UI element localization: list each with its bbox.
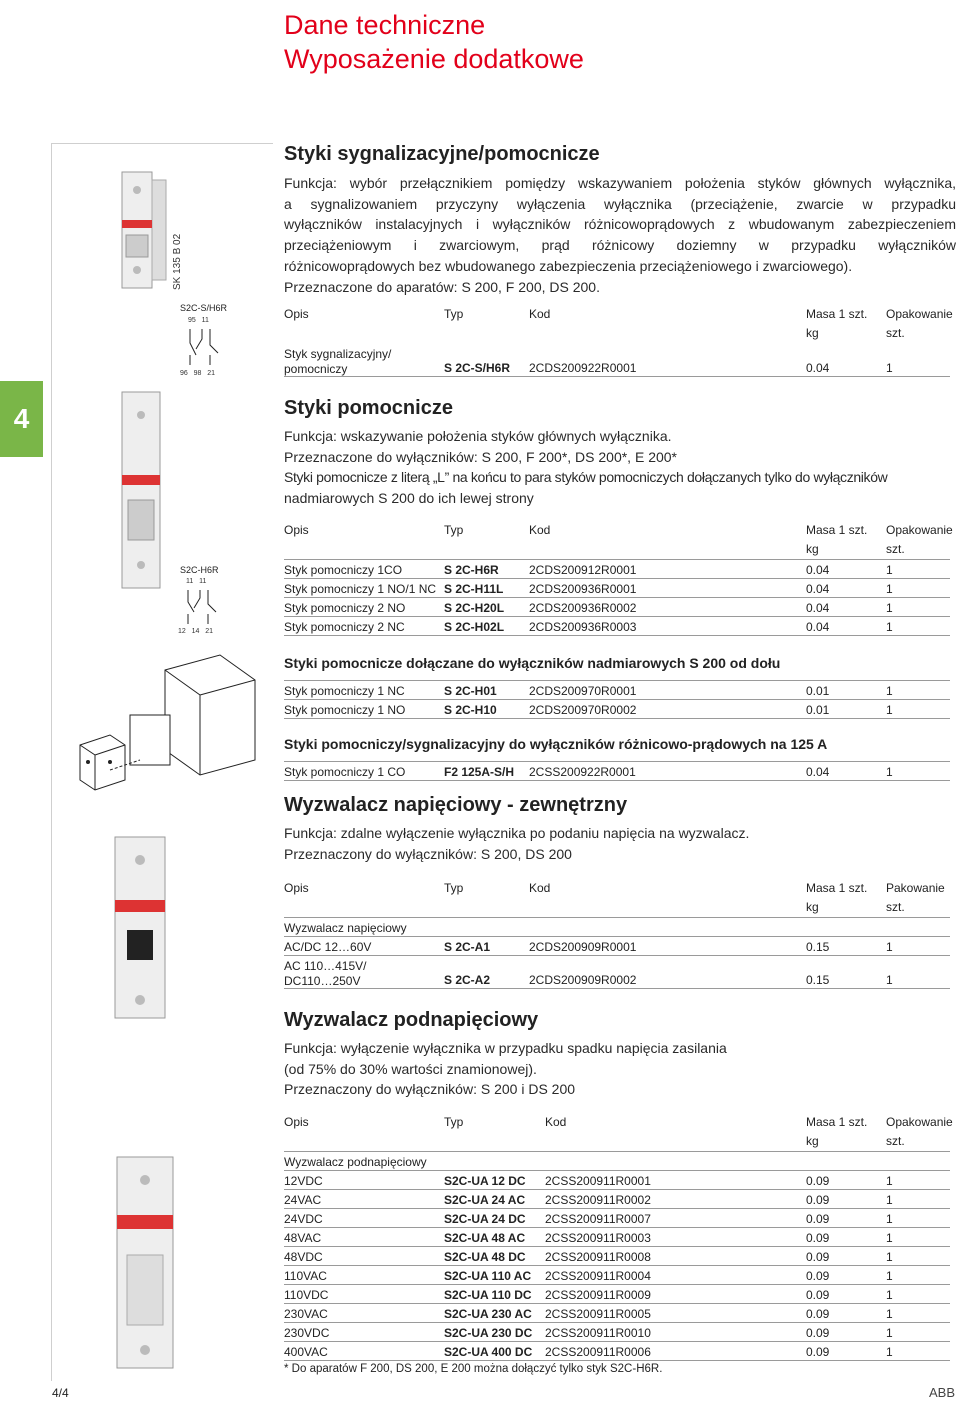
cell-kod: 2CSS200911R0008	[545, 1250, 651, 1264]
col-pack-unit: szt.	[886, 1134, 905, 1148]
s6-line: (od 75% do 30% wartości znamionowej).	[284, 1060, 537, 1077]
col-typ: Typ	[444, 523, 464, 537]
cell-kod: 2CDS200936R0003	[529, 620, 637, 634]
cell-kod: 2CDS200936R0002	[529, 601, 637, 615]
cell-szt: 1	[886, 1269, 893, 1283]
cell-kod: 2CSS200922R0001	[529, 765, 636, 779]
table-row	[284, 762, 950, 781]
cell-typ: S2C-UA 24 AC	[444, 1193, 526, 1207]
cell-szt: 1	[886, 1345, 893, 1359]
col-kod: Kod	[529, 523, 551, 537]
cell-typ: S 2C-A2	[444, 973, 491, 987]
col-masa-unit: kg	[806, 900, 819, 914]
cell-masa: 0.15	[806, 973, 830, 987]
chapter-tab: 4	[0, 381, 43, 457]
section-title-shunt-trip: Wyzwalacz napięciowy - zewnętrzny	[284, 794, 628, 816]
table-row	[284, 617, 950, 636]
table-row	[284, 700, 950, 719]
table-row	[284, 956, 950, 989]
s2-line: Styki pomocnicze z literą „L” na końcu to para styków pomocniczych dołączanych tylko do wyłączników	[284, 469, 888, 486]
cell-szt: 1	[886, 1307, 893, 1321]
cell-typ: S 2C-H20L	[444, 601, 505, 615]
cell-kod: 2CDS200970R0001	[529, 684, 637, 698]
cell-masa: 0.09	[806, 1212, 830, 1226]
col-masa: Masa 1 szt.	[806, 1115, 868, 1129]
cell-group: Wyzwalacz podnapięciowy	[284, 1155, 427, 1169]
cell-opis: 24VDC	[284, 1212, 323, 1226]
cell-kod: 2CSS200911R0004	[545, 1269, 651, 1283]
cell-szt: 1	[886, 1250, 893, 1264]
cell-kod: 2CSS200911R0003	[545, 1231, 651, 1245]
sk-label: SK 135 B 02	[172, 233, 183, 290]
cell-opis: Styk pomocniczy 1 NO	[284, 703, 406, 717]
col-kod: Kod	[529, 307, 551, 321]
col-opis: Opis	[284, 881, 309, 895]
col-typ: Typ	[444, 1115, 464, 1129]
cell-szt: 1	[886, 1326, 893, 1340]
cell-masa: 0.01	[806, 703, 830, 717]
table-header	[284, 306, 953, 344]
col-masa: Masa 1 szt.	[806, 523, 868, 537]
col-pack: Opakowanie	[886, 1115, 953, 1129]
cell-typ: F2 125A-S/H	[444, 765, 515, 779]
cell-typ: S2C-UA 48 DC	[444, 1250, 526, 1264]
cell-kod: 2CDS200936R0001	[529, 582, 637, 596]
diagram-2-name: S2C-H6R	[180, 565, 219, 575]
table-undervoltage-release	[284, 1114, 953, 1361]
table-row	[284, 1247, 950, 1266]
section-6-description	[284, 1038, 956, 1100]
table-row	[284, 1228, 950, 1247]
diagram-1-top-numbers: 95 11	[188, 317, 209, 324]
table-row	[284, 1190, 950, 1209]
cell-typ: S 2C-S/H6R	[444, 361, 511, 375]
cell-opis: 48VDC	[284, 1250, 323, 1264]
col-pack: Opakowanie	[886, 307, 953, 321]
col-opis: Opis	[284, 1115, 309, 1129]
cell-opis: Styk pomocniczy 2 NC	[284, 620, 405, 634]
cell-opis: Styk pomocniczy 1CO	[284, 563, 403, 577]
cell-typ: S2C-UA 230 DC	[444, 1326, 533, 1340]
col-masa: Masa 1 szt.	[806, 307, 868, 321]
table-row	[284, 681, 950, 700]
section-2-description	[284, 426, 956, 509]
cell-szt: 1	[886, 1193, 893, 1207]
table-row	[284, 1266, 950, 1285]
col-pack: Opakowanie	[886, 523, 953, 537]
cell-kod: 2CSS200911R0010	[545, 1326, 651, 1340]
s2-line: nadmiarowych S 200 do ich lewej strony	[284, 490, 534, 507]
page-subtitle: Wyposażenie dodatkowe	[284, 44, 584, 74]
col-pack: Pakowanie	[886, 881, 945, 895]
cell-opis: 24VAC	[284, 1193, 322, 1207]
cell-szt: 1	[886, 1231, 893, 1245]
cell-typ: S 2C-H11L	[444, 582, 504, 596]
col-opis: Opis	[284, 523, 309, 537]
cell-opis: AC 110…415V/ DC110…250V	[284, 959, 367, 988]
cell-opis: Styk pomocniczy 2 NO	[284, 601, 406, 615]
col-typ: Typ	[444, 881, 464, 895]
cell-typ: S2C-UA 110 AC	[444, 1269, 532, 1283]
cell-masa: 0.09	[806, 1193, 830, 1207]
col-masa-unit: kg	[806, 326, 819, 340]
cell-typ: S2C-UA 230 AC	[444, 1307, 532, 1321]
table-row	[284, 1304, 950, 1323]
section-title-auxiliary-contacts: Styki pomocnicze	[284, 397, 453, 419]
cell-szt: 1	[886, 620, 893, 634]
cell-masa: 0.04	[806, 620, 830, 634]
auxiliary-contact-drawing	[70, 650, 260, 800]
section-title-bottom-contacts: Styki pomocnicze dołączane do wyłączników nadmiarowych S 200 od dołu	[284, 655, 781, 671]
cell-kod: 2CSS200911R0002	[545, 1193, 651, 1207]
cell-szt: 1	[886, 563, 893, 577]
table-row	[284, 579, 950, 598]
s2-line: Przeznaczone do wyłączników: S 200, F 200*, DS 200*, E 200*	[284, 448, 677, 465]
table-header	[284, 1114, 953, 1152]
s1-line: różnicowoprądowych bez wbudowanego zabezpieczenia przeciążeniowego i zwarciowego).	[284, 257, 853, 274]
table-header	[284, 522, 953, 560]
cell-group: Wyzwalacz napięciowy	[284, 921, 407, 935]
cell-opis: 110VDC	[284, 1288, 329, 1302]
s1-line: Funkcja: wybór przełącznikiem pomiędzy wskazywaniem położenia styków głównych wyłącznika,	[284, 175, 956, 191]
table-row	[284, 560, 950, 579]
cell-szt: 1	[886, 973, 893, 987]
auxiliary-contact-image-1	[110, 170, 180, 290]
diagram-1-symbol	[180, 325, 230, 369]
table-shunt-trip	[284, 880, 950, 989]
col-masa: Masa 1 szt.	[806, 881, 868, 895]
cell-szt: 1	[886, 1288, 893, 1302]
s6-line: Funkcja: wyłączenie wyłącznika w przypadku spadku napięcia zasilania	[284, 1040, 727, 1056]
s1-line: przeciążeniowym i zwarciowym, prąd różnicowy doziemny w przypadku wyłączników	[284, 237, 956, 254]
cell-kod: 2CSS200911R0006	[545, 1345, 651, 1359]
cell-typ: S2C-UA 24 DC	[444, 1212, 526, 1226]
diagram-2-top-numbers: 11 11	[186, 578, 207, 585]
page-number: 4/4	[52, 1386, 69, 1400]
cell-masa: 0.09	[806, 1326, 830, 1340]
section-1-description	[284, 173, 956, 297]
cell-kod: 2CDS200909R0001	[529, 940, 637, 954]
cell-masa: 0.09	[806, 1288, 830, 1302]
table-row	[284, 1171, 950, 1190]
cell-szt: 1	[886, 582, 893, 596]
table-row	[284, 1209, 950, 1228]
s6-line: Przeznaczony do wyłączników: S 200 i DS 200	[284, 1081, 576, 1098]
diagram-2-symbol	[178, 586, 228, 628]
s1-line: Przeznaczone do aparatów: S 200, F 200, DS 200.	[284, 278, 600, 295]
cell-kod: 2CSS200911R0007	[545, 1212, 651, 1226]
cell-kod: 2CSS200911R0005	[545, 1307, 651, 1321]
cell-opis: 110VAC	[284, 1269, 327, 1283]
col-masa-unit: kg	[806, 542, 819, 556]
cell-szt: 1	[886, 361, 893, 375]
cell-opis: 230VDC	[284, 1326, 330, 1340]
brand-logo: ABB	[929, 1385, 956, 1400]
cell-opis: Styk sygnalizacyjny/ pomocniczy	[284, 347, 392, 376]
cell-masa: 0.09	[806, 1269, 830, 1283]
cell-kod: 2CDS200970R0002	[529, 703, 637, 717]
cell-typ: S2C-UA 48 AC	[444, 1231, 526, 1245]
section-title-signal-contacts: Styki sygnalizacyjne/pomocnicze	[284, 143, 600, 165]
cell-masa: 0.09	[806, 1345, 830, 1359]
section-title-rcd-contacts: Styki pomocniczy/sygnalizacyjny do wyłączników różnicowo-prądowych na 125 A	[284, 736, 828, 752]
cell-masa: 0.09	[806, 1174, 830, 1188]
cell-kod: 2CDS200922R0001	[529, 361, 637, 375]
table-row	[284, 1342, 950, 1361]
table-group-label	[284, 918, 950, 937]
diagram-1-bottom-numbers: 96 98 21	[180, 370, 216, 377]
page-title: Dane techniczne	[284, 10, 486, 40]
cell-typ: S 2C-H01	[444, 684, 497, 698]
cell-opis: 12VDC	[284, 1174, 323, 1188]
col-masa-unit: kg	[806, 1134, 819, 1148]
auxiliary-contact-image-2	[110, 390, 180, 590]
cell-opis: Styk pomocniczy 1 CO	[284, 765, 406, 779]
cell-szt: 1	[886, 601, 893, 615]
cell-szt: 1	[886, 1174, 893, 1188]
cell-szt: 1	[886, 940, 893, 954]
col-opis: Opis	[284, 307, 309, 321]
table-row	[284, 1285, 950, 1304]
cell-kod: 2CSS200911R0001	[545, 1174, 651, 1188]
col-pack-unit: szt.	[886, 542, 905, 556]
s1-line: a sygnalizowaniem przyczyny wyłączenia wyłącznika (przeciążenie, zwarcie w przypadku	[284, 195, 956, 212]
cell-masa: 0.04	[806, 563, 830, 577]
cell-typ: S 2C-A1	[444, 940, 491, 954]
s5-line: Przeznaczony do wyłączników: S 200, DS 200	[284, 845, 572, 862]
cell-opis: AC/DC 12…60V	[284, 940, 372, 954]
table-row	[284, 598, 950, 617]
table-row	[284, 937, 950, 956]
diagram-2-bottom-numbers: 12 14 21	[178, 628, 214, 635]
table-signal-contacts	[284, 306, 953, 377]
cell-typ: S2C-UA 12 DC	[444, 1174, 526, 1188]
cell-masa: 0.04	[806, 582, 830, 596]
cell-masa: 0.04	[806, 765, 830, 779]
cell-szt: 1	[886, 1212, 893, 1226]
cell-kod: 2CDS200912R0001	[529, 563, 637, 577]
s5-line: Funkcja: zdalne wyłączenie wyłącznika po podaniu napięcia na wyzwalacz.	[284, 825, 750, 841]
table-group-label	[284, 1152, 950, 1171]
cell-masa: 0.09	[806, 1231, 830, 1245]
s1-line: wyłączników instalacyjnych i wyłączników różnicowoprądowych z wbudowanym zabezpieczeniem	[284, 216, 956, 233]
cell-masa: 0.09	[806, 1250, 830, 1264]
cell-masa: 0.01	[806, 684, 830, 698]
section-5-description	[284, 823, 956, 864]
cell-opis: Styk pomocniczy 1 NO/1 NC	[284, 582, 437, 596]
cell-masa: 0.09	[806, 1307, 830, 1321]
cell-szt: 1	[886, 765, 893, 779]
cell-opis: 400VAC	[284, 1345, 328, 1359]
cell-masa: 0.15	[806, 940, 830, 954]
cell-masa: 0.04	[806, 361, 830, 375]
s2-line: Funkcja: wskazywanie położenia styków głównych wyłącznika.	[284, 428, 672, 444]
table-header	[284, 880, 950, 918]
cell-opis: Styk pomocniczy 1 NC	[284, 684, 405, 698]
col-kod: Kod	[529, 881, 551, 895]
cell-typ: S 2C-H10	[444, 703, 497, 717]
section-title-undervoltage-release: Wyzwalacz podnapięciowy	[284, 1009, 539, 1031]
cell-typ: S 2C-H6R	[444, 563, 499, 577]
undervoltage-release-image	[105, 1155, 195, 1370]
cell-kod: 2CDS200909R0002	[529, 973, 637, 987]
cell-opis: 230VAC	[284, 1307, 328, 1321]
cell-typ: S2C-UA 400 DC	[444, 1345, 533, 1359]
cell-typ: S2C-UA 110 DC	[444, 1288, 532, 1302]
cell-typ: S 2C-H02L	[444, 620, 505, 634]
col-typ: Typ	[444, 307, 464, 321]
table-row	[284, 1323, 950, 1342]
col-kod: Kod	[545, 1115, 567, 1129]
cell-szt: 1	[886, 684, 893, 698]
table-rcd-contacts	[284, 761, 950, 781]
col-pack-unit: szt.	[886, 900, 905, 914]
cell-kod: 2CSS200911R0009	[545, 1288, 651, 1302]
cell-masa: 0.04	[806, 601, 830, 615]
col-pack-unit: szt.	[886, 326, 905, 340]
diagram-1-name: S2C-S/H6R	[180, 303, 228, 313]
table-auxiliary-contacts	[284, 522, 953, 636]
cell-szt: 1	[886, 703, 893, 717]
table-bottom-contacts	[284, 680, 950, 719]
footnote: * Do aparatów F 200, DS 200, E 200 można dołączyć tylko styk S2C-H6R.	[284, 1363, 663, 1375]
shunt-trip-image	[105, 835, 185, 1020]
table-row	[284, 344, 950, 377]
cell-opis: 48VAC	[284, 1231, 322, 1245]
